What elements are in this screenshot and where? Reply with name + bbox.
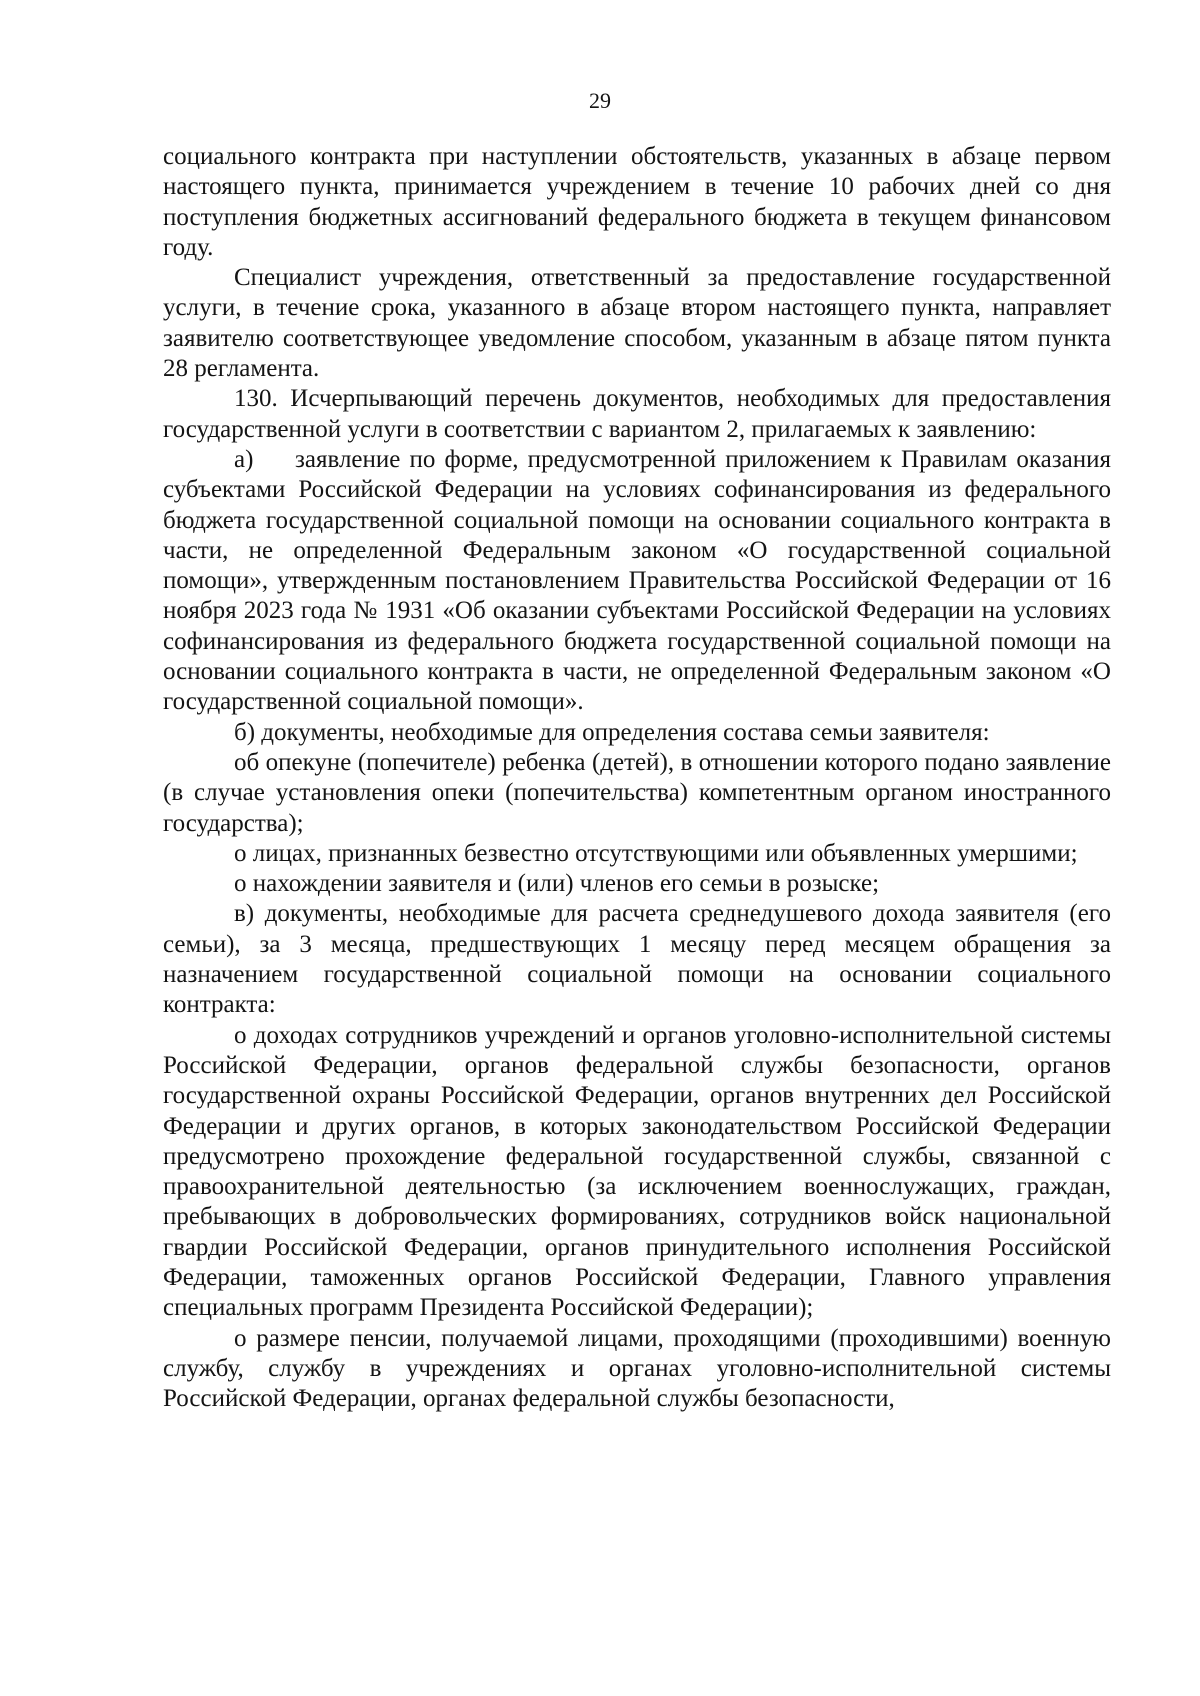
- list-item-a-letter: а): [234, 445, 254, 473]
- paragraph-130: 130. Исчерпывающий перечень документов, необходимых для предоставления государственной услуги в соответствии с вариантом 2, прилагаемых к заявлению:: [163, 385, 1111, 443]
- page-number: 29: [589, 88, 611, 113]
- list-item-b: б) документы, необходимые для определения состава семьи заявителя:: [234, 718, 990, 746]
- list-item-a-text: заявление по форме, предусмотренной приложением к Правилам оказания субъектами Российской Федерации на условиях софинансирования из федерального бюджета государственной социальной помощи на основании социального контракта в части, не определенной Федеральным законом «О государственной социальной помощи», утвержденным постановлением Правительства Российской Федерации от 16 ноября 2023 года № 1931 «Об оказании субъектами Российской Федерации на условиях софинансирования из федерального бюджета государственной социальной помощи на основании социального контракта в части, не определенной Федеральным законом «О государственной социальной помощи».: [163, 445, 1111, 716]
- paragraph-income-employees: о доходах сотрудников учреждений и органов уголовно-исполнительной системы Российской Федерации, органов федеральной службы безопасности, органов государственной охраны Российской Федерации, органов внутренних дел Российской Федерации и других органов, в которых законодательством Российской Федерации предусмотрено прохождение федеральной государственной службы, связанной с правоохранительной деятельностью (за исключением военнослужащих, граждан, пребывающих в добровольческих формированиях, сотрудников войск национальной гвардии Российской Федерации, органов принудительного исполнения Российской Федерации, таможенных органов Российской Федерации, Главного управления специальных программ Президента Российской Федерации);: [163, 1021, 1111, 1322]
- paragraph-guardian: об опекуне (попечителе) ребенка (детей), в отношении которого подано заявление (в случае установления опеки (попечительства) компетентным органом иностранного государства);: [163, 748, 1111, 837]
- paragraph-wanted: о нахождении заявителя и (или) членов его семьи в розыске;: [234, 870, 880, 898]
- paragraph-specialist: Специалист учреждения, ответственный за предоставление государственной услуги, в течение срока, указанного в абзаце втором настоящего пункта, направляет заявителю соответствующее уведомление способом, указанным в абзаце пятом пункта 28 регламента.: [163, 264, 1111, 383]
- list-item-v: в) документы, необходимые для расчета среднедушевого дохода заявителя (его семьи), за 3 месяца, предшествующих 1 месяцу перед месяцем обращения за назначением государственной социальной помощи на основании социального контракта:: [163, 900, 1111, 1019]
- paragraph-missing-persons: о лицах, признанных безвестно отсутствующими или объявленных умершими;: [234, 839, 1078, 867]
- document-body: [163, 142, 1111, 1414]
- list-item-a: [163, 445, 1111, 718]
- paragraph-pension: о размере пенсии, получаемой лицами, проходящими (проходившими) военную службу, службу в учреждениях и органах уголовно-исполнительной системы Российской Федерации, органах федеральной службы безопасности,: [163, 1324, 1111, 1413]
- paragraph-continuation: социального контракта при наступлении обстоятельств, указанных в абзаце первом настоящего пункта, принимается учреждением в течение 10 рабочих дней со дня поступления бюджетных ассигнований федерального бюджета в текущем финансовом году.: [163, 143, 1111, 261]
